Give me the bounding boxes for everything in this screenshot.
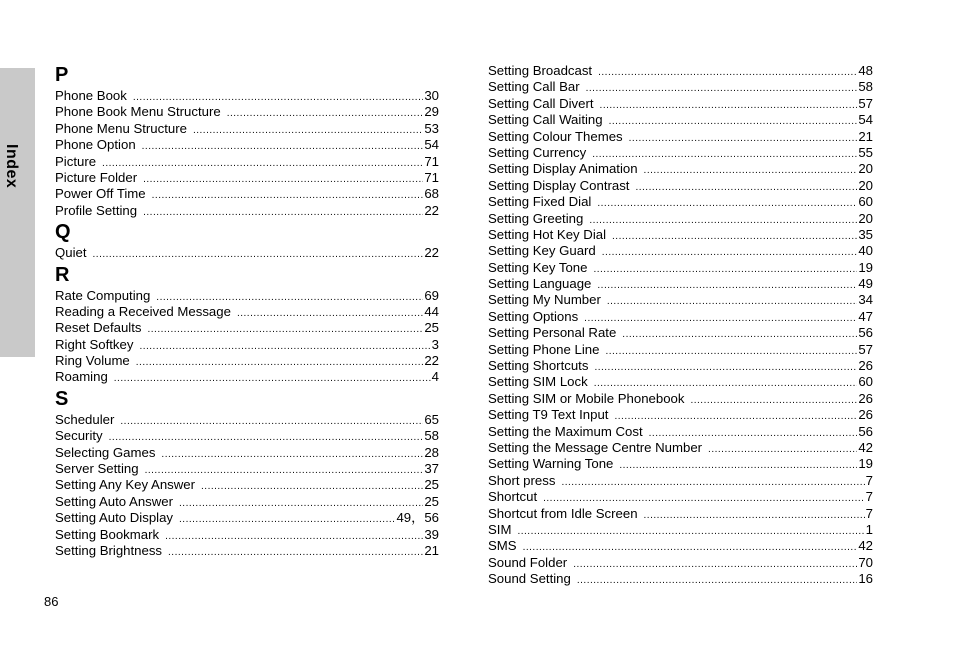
index-page-ref: 42: [858, 439, 873, 455]
index-term: Phone Book Menu Structure: [55, 104, 221, 120]
index-page-ref: 39: [424, 526, 439, 542]
index-entry: [488, 96, 873, 112]
index-entry: [55, 88, 439, 104]
index-page-ref: 26: [858, 407, 873, 423]
index-page-ref: 1: [865, 521, 873, 537]
index-page-ref: 20: [858, 161, 873, 177]
index-entry: [55, 154, 439, 170]
dot-leader: [179, 496, 423, 512]
dot-leader: [577, 573, 857, 589]
index-entry: [488, 276, 873, 292]
dot-leader: [644, 163, 858, 179]
index-term: Setting Auto Answer: [55, 493, 174, 509]
index-term: Setting Bookmark: [55, 526, 160, 542]
index-entry: [488, 522, 873, 538]
dot-leader: [237, 306, 423, 322]
index-entry: [55, 461, 439, 477]
index-page-ref: 26: [858, 358, 873, 374]
index-page-ref: 22: [424, 353, 439, 369]
index-entry: [488, 211, 873, 227]
index-term: Setting Hot Key Dial: [488, 226, 607, 242]
index-page-ref: 7: [865, 505, 873, 521]
dot-leader: [143, 205, 423, 221]
dot-leader: [598, 65, 857, 81]
index-page-ref: 65: [424, 411, 439, 427]
index-term: Setting the Message Centre Number: [488, 439, 703, 455]
index-page-ref: 16: [858, 571, 873, 587]
dot-leader: [142, 139, 424, 155]
index-entry: [488, 424, 873, 440]
index-term: Setting Language: [488, 276, 592, 292]
index-term: Setting Phone Line: [488, 341, 600, 357]
dot-leader: [148, 322, 424, 338]
index-page-ref: 37: [424, 461, 439, 477]
index-page-ref: 20: [858, 210, 873, 226]
index-entry: [488, 555, 873, 571]
index-term: Selecting Games: [55, 444, 156, 460]
dot-leader: [161, 447, 423, 463]
index-term: Phone Option: [55, 137, 136, 153]
index-entry: [55, 186, 439, 202]
index-entry: [55, 245, 439, 261]
index-page-ref: 22: [424, 245, 439, 261]
index-page-ref: 40: [858, 243, 873, 259]
dot-leader: [635, 180, 857, 196]
dot-leader: [165, 529, 423, 545]
index-entry: [488, 79, 873, 95]
index-entry: [55, 170, 439, 186]
index-term: Roaming: [55, 369, 108, 385]
dot-leader: [597, 196, 857, 212]
index-term: Server Setting: [55, 461, 139, 477]
dot-leader: [227, 106, 424, 122]
index-term: Security: [55, 428, 103, 444]
index-term: Phone Menu Structure: [55, 120, 187, 136]
index-page-ref: 69: [424, 287, 439, 303]
index-entry: [488, 243, 873, 259]
index-page-ref: 22: [424, 202, 439, 218]
dot-leader: [619, 458, 857, 474]
index-term: Right Softkey: [55, 336, 134, 352]
index-page-ref: 53: [424, 120, 439, 136]
index-page-ref: 34: [858, 292, 873, 308]
section-letter: S: [55, 387, 69, 410]
index-term: Setting Warning Tone: [488, 456, 614, 472]
index-entry: [488, 407, 873, 423]
index-entry: [55, 337, 439, 353]
index-page-ref: 30: [424, 88, 439, 103]
index-page-ref: 49，56: [396, 510, 439, 526]
dot-leader: [612, 229, 857, 245]
dot-leader: [561, 475, 864, 491]
index-term: Power Off Time: [55, 186, 146, 202]
index-term: Rate Computing: [55, 287, 151, 303]
dot-leader: [517, 524, 864, 540]
index-page-ref: 26: [858, 390, 873, 406]
index-entry: [488, 309, 873, 325]
index-term: Setting the Maximum Cost: [488, 423, 643, 439]
dot-leader: [708, 442, 857, 458]
index-term: Setting Broadcast: [488, 63, 593, 78]
dot-leader: [179, 512, 395, 528]
index-term: Shortcut: [488, 489, 538, 505]
index-term: Setting Display Animation: [488, 161, 638, 177]
index-page-ref: 4: [431, 369, 439, 385]
index-term: Setting SIM or Mobile Phonebook: [488, 390, 685, 406]
dot-leader: [597, 278, 857, 294]
dot-leader: [586, 81, 858, 97]
dot-leader: [143, 172, 423, 188]
section-letter: P: [55, 64, 69, 86]
index-term: Setting Currency: [488, 144, 587, 160]
index-entry: [488, 178, 873, 194]
index-entry: [488, 325, 873, 341]
index-entry: [55, 412, 439, 428]
index-term: Setting Brightness: [55, 542, 163, 558]
index-page-ref: 35: [858, 226, 873, 242]
index-term: Setting Greeting: [488, 210, 584, 226]
dot-leader: [607, 294, 857, 310]
index-term: Scheduler: [55, 411, 115, 427]
index-entry: [55, 494, 439, 510]
index-entry: [488, 161, 873, 177]
index-page-ref: 19: [858, 456, 873, 472]
index-term: SIM: [488, 521, 512, 537]
index-page-ref: 3: [431, 336, 439, 352]
index-entry: [488, 145, 873, 161]
index-term: Setting Key Guard: [488, 243, 596, 259]
dot-leader: [622, 327, 857, 343]
index-page-ref: 57: [858, 341, 873, 357]
index-entry: [488, 456, 873, 472]
page-number: 86: [44, 594, 59, 609]
index-entry: [488, 227, 873, 243]
dot-leader: [168, 545, 423, 561]
index-entry: [55, 203, 439, 219]
index-entry: [488, 63, 873, 79]
index-entry: [55, 369, 439, 385]
dot-leader: [593, 262, 857, 278]
dot-leader: [584, 311, 857, 327]
section-letter: R: [55, 263, 70, 286]
index-entry: [488, 506, 873, 522]
index-page-ref: 58: [424, 428, 439, 444]
section-letter: Q: [55, 221, 71, 244]
index-term: Phone Book: [55, 88, 127, 103]
index-entry: [55, 320, 439, 336]
index-term: Setting My Number: [488, 292, 601, 308]
dot-leader: [120, 414, 423, 430]
dot-leader: [589, 213, 857, 229]
index-term: Setting Call Bar: [488, 79, 580, 95]
index-page-ref: 56: [858, 325, 873, 341]
index-term: Setting Options: [488, 308, 579, 324]
index-entry: [488, 129, 873, 145]
index-term: Shortcut from Idle Screen: [488, 505, 638, 521]
index-page-ref: 54: [424, 137, 439, 153]
index-term: Setting Key Tone: [488, 259, 588, 275]
index-page-ref: 48: [858, 63, 873, 78]
dot-leader: [102, 156, 423, 172]
index-term: Setting Call Divert: [488, 95, 594, 111]
index-page-ref: 44: [424, 303, 439, 319]
index-term: Short press: [488, 472, 556, 488]
index-entry: [488, 571, 873, 587]
index-term: Picture Folder: [55, 169, 138, 185]
index-term: Sound Folder: [488, 554, 568, 570]
index-term: Setting Shortcuts: [488, 358, 589, 374]
dot-leader: [152, 188, 424, 204]
index-page-ref: 58: [858, 79, 873, 95]
index-entry: [488, 374, 873, 390]
index-entry: [488, 489, 873, 505]
index-term: Setting Call Waiting: [488, 112, 603, 128]
index-entry: [488, 260, 873, 276]
dot-leader: [136, 355, 424, 371]
index-entry: [488, 538, 873, 554]
index-entry: [55, 288, 439, 304]
index-entry: [55, 104, 439, 120]
index-entry: [488, 358, 873, 374]
index-page-ref: 70: [858, 554, 873, 570]
index-entry: [55, 527, 439, 543]
index-page-ref: 71: [424, 153, 439, 169]
index-page-ref: 68: [424, 186, 439, 202]
index-entry: [488, 342, 873, 358]
dot-leader: [644, 508, 865, 524]
dot-leader: [193, 123, 423, 139]
side-tab-label: Index: [3, 144, 20, 189]
index-entry: [55, 137, 439, 153]
index-page-ref: 57: [858, 95, 873, 111]
index-term: Ring Volume: [55, 353, 130, 369]
index-entry: [488, 292, 873, 308]
index-page-ref: 25: [424, 477, 439, 493]
index-page-ref: 60: [858, 194, 873, 210]
index-term: Setting T9 Text Input: [488, 407, 609, 423]
index-page-ref: 56: [858, 423, 873, 439]
dot-leader: [594, 360, 857, 376]
index-term: SMS: [488, 538, 517, 554]
index-entry: [488, 473, 873, 489]
index-page-ref: 54: [858, 112, 873, 128]
index-entry: [488, 440, 873, 456]
dot-leader: [201, 479, 423, 495]
index-page-ref: 7: [865, 472, 873, 488]
index-term: Setting Fixed Dial: [488, 194, 592, 210]
dot-leader: [690, 393, 857, 409]
dot-leader: [600, 98, 858, 114]
index-term: Sound Setting: [488, 571, 571, 587]
index-entry: [488, 391, 873, 407]
index-term: Setting Any Key Answer: [55, 477, 196, 493]
index-entry: [55, 445, 439, 461]
index-entry: [55, 304, 439, 320]
index-term: Setting Display Contrast: [488, 177, 630, 193]
index-entry: [488, 194, 873, 210]
dot-leader: [139, 339, 430, 355]
index-term: Setting Auto Display: [55, 510, 174, 526]
index-page-ref: 55: [858, 144, 873, 160]
index-page-ref: 71: [424, 169, 439, 185]
index-page-ref: 28: [424, 444, 439, 460]
dot-leader: [605, 344, 857, 360]
index-term: Setting Colour Themes: [488, 128, 623, 144]
index-entry: [55, 353, 439, 369]
dot-leader: [93, 247, 424, 263]
dot-leader: [614, 409, 857, 425]
index-page-ref: 47: [858, 308, 873, 324]
index-term: Quiet: [55, 245, 87, 261]
index-side-tab: [0, 68, 35, 357]
index-page-ref: 29: [424, 104, 439, 120]
index-page-ref: 19: [858, 259, 873, 275]
index-right-column: [488, 63, 873, 588]
index-page-ref: 25: [424, 320, 439, 336]
dot-leader: [609, 114, 858, 130]
index-entry: [55, 510, 439, 526]
dot-leader: [573, 557, 857, 573]
index-entry: [55, 543, 439, 559]
index-entry: [488, 112, 873, 128]
index-page-ref: 25: [424, 493, 439, 509]
index-entry: [55, 428, 439, 444]
index-page-ref: 60: [858, 374, 873, 390]
dot-leader: [629, 131, 858, 147]
dot-leader: [114, 371, 431, 387]
index-term: Profile Setting: [55, 202, 138, 218]
index-term: Reading a Received Message: [55, 303, 231, 319]
index-page-ref: 21: [858, 128, 873, 144]
index-page-ref: 42: [858, 538, 873, 554]
index-term: Setting Personal Rate: [488, 325, 617, 341]
index-term: Picture: [55, 153, 97, 169]
index-term: Setting SIM Lock: [488, 374, 588, 390]
index-left-column: [55, 62, 439, 559]
index-page-ref: 21: [424, 542, 439, 558]
index-term: Reset Defaults: [55, 320, 142, 336]
index-page-ref: 49: [858, 276, 873, 292]
index-page-ref: 7: [865, 489, 873, 505]
dot-leader: [602, 245, 858, 261]
index-page-ref: 20: [858, 177, 873, 193]
index-entry: [55, 477, 439, 493]
index-entry: [55, 121, 439, 137]
